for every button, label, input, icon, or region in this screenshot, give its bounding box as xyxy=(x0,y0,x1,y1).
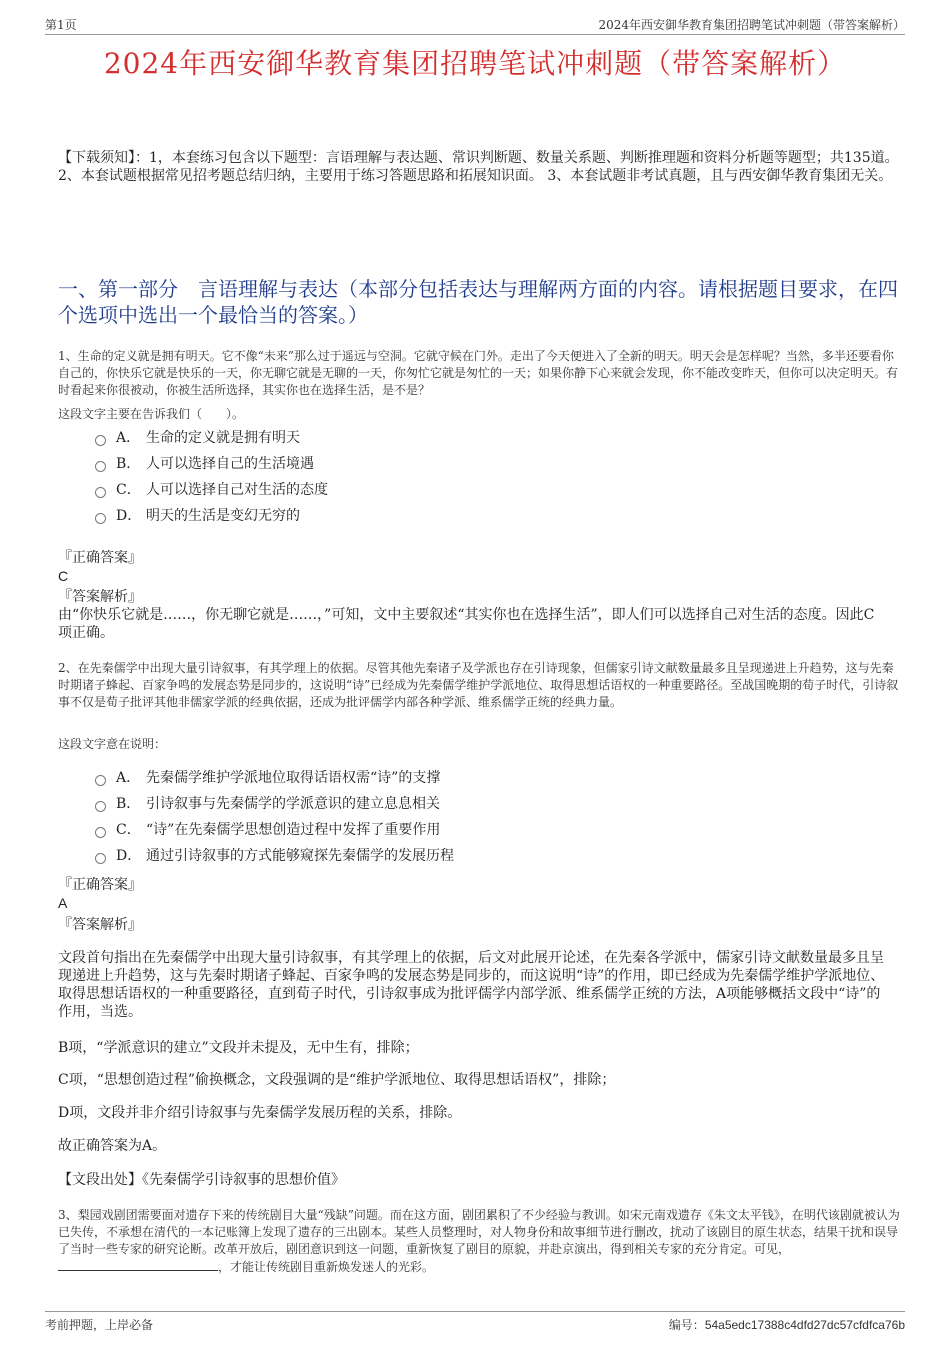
source-citation: 【文段出处】《先秦儒学引诗叙事的思想价值》 xyxy=(58,1172,345,1188)
analysis-paragraph: 故正确答案为A。 xyxy=(58,1138,167,1154)
section-title: 一、第一部分 言语理解与表达（本部分包括表达与理解两方面的内容。请根据题目要求，在四个选项中选出一个最恰当的答案。） xyxy=(58,277,898,327)
option-c[interactable]: C． 人可以选择自己对生活的态度 xyxy=(95,477,795,503)
analysis-paragraph: C项，“思想创造过程”偷换概念，文段强调的是“维护学派地位、取得思想话语权”，排除； xyxy=(58,1072,616,1088)
option-c[interactable]: C． “诗”在先秦儒学思想创造过程中发挥了重要作用 xyxy=(95,817,795,843)
question-3-stem: 3、梨园戏剧团需要面对遗存下来的传统剧目大量“残缺”问题。而在这方面，剧团累积了不少经验与教训。如宋元南戏遗存《朱文太平钱》，在明代该剧就被认为已失传，不承想在清代的一本记账簿上发现了遗存的三出剧本。某些人员整理时，对人物身份和故事细节进行删改，扰动了该剧目的原生状态，结果干扰和误导了当时一些专家的研究论断。改革开放后，剧团意识到这一问题，重新恢复了剧目的原貌，并赴京演出，得到相关专家的充分肯定。可见，，才能让传统剧目重新焕发迷人的光彩。 xyxy=(58,1208,900,1274)
document-title: 2024年西安御华教育集团招聘笔试冲刺题（带答案解析） xyxy=(103,47,847,80)
correct-answer: C xyxy=(58,568,69,584)
question-1-stem: 1、生命的定义就是拥有明天。它不像“未来”那么过于遥远与空洞。它就守候在门外。走出了今天便进入了全新的明天。明天会是怎样呢？当然，多半还要看你自己的，你快乐它就是快乐的一天，你无聊它就是无聊的一天，你匆忙它就是匆忙的一天；如果你静下心来就会发现，你不能改变昨天，但你可以决定明天。有时看起来你很被动，你被生活所选择，其实你也在选择生活，是不是？ xyxy=(58,349,899,397)
fill-blank[interactable] xyxy=(58,1258,218,1271)
analysis-paragraph: B项，“学派意识的建立”文段并未提及，无中生有，排除； xyxy=(58,1040,419,1056)
radio-icon[interactable] xyxy=(95,827,106,838)
option-a[interactable]: A． 先秦儒学维护学派地位取得话语权需“诗”的支撑 xyxy=(95,765,795,791)
question-2-options xyxy=(95,765,795,869)
radio-icon[interactable] xyxy=(95,435,106,446)
option-d[interactable]: D． 明天的生活是变幻无穷的 xyxy=(95,503,795,529)
page-header xyxy=(45,14,905,35)
radio-icon[interactable] xyxy=(95,853,106,864)
page-number: 第1页 xyxy=(45,18,77,32)
option-d[interactable]: D． 通过引诗叙事的方式能够窥探先秦儒学的发展历程 xyxy=(95,843,795,869)
analysis-paragraph: 文段首句指出在先秦儒学中出现大量引诗叙事，有其学理上的依据，后文对此展开论述，在先秦各学派中，儒家引诗文献数量最多且呈现递进上升趋势，这与先秦时期诸子蜂起、百家争鸣的发展态势是同步的，而这说明“诗”的作用，即已经成为先秦儒学维护学派地位、取得思想话语权的一种重要路径，直到荀子时代，引诗叙事成为批评儒学内部学派、维系儒学正统的方法，A项能够概括文段中“诗”的作用，当选。 xyxy=(58,950,885,1020)
radio-icon[interactable] xyxy=(95,461,106,472)
analysis-paragraph: D项，文段并非介绍引诗叙事与先秦儒学发展历程的关系，排除。 xyxy=(58,1105,462,1121)
option-b[interactable]: B． 人可以选择自己的生活境遇 xyxy=(95,451,795,477)
option-b[interactable]: B． 引诗叙事与先秦儒学的学派意识的建立息息相关 xyxy=(95,791,795,817)
question-1-options xyxy=(95,425,795,529)
analysis-label: 『答案解析』 xyxy=(58,589,142,605)
download-notice: 【下载须知】：1，本套练习包含以下题型：言语理解与表达题、常识判断题、数量关系题、判断推理题和资料分析题等题型；共135道。 2、本套试题根据常见招考题总结归纳，主要用于练习答题思路和拓展知识面。 3、本套试题非考试真题，且与西安御华教育集团无关。 xyxy=(58,150,899,184)
answer-label: 『正确答案』 xyxy=(58,877,142,893)
answer-label: 『正确答案』 xyxy=(58,550,142,566)
page-footer xyxy=(45,1311,905,1332)
question-2-stem: 2、在先秦儒学中出现大量引诗叙事，有其学理上的依据。尽管其他先秦诸子及学派也存在引诗现象，但儒家引诗文献数量最多且呈现递进上升趋势，这与先秦时期诸子蜂起、百家争鸣的发展态势是同步的，这说明“诗”已经成为先秦儒学维护学派地位、取得思想话语权的一种重要路径。至战国晚期的荀子时代，引诗叙事不仅是荀子批评其他非儒家学派的经典依据，还成为批评儒学内部各种学派、维系儒学正统的经典力量。 xyxy=(58,661,899,709)
radio-icon[interactable] xyxy=(95,487,106,498)
radio-icon[interactable] xyxy=(95,775,106,786)
running-title: 2024年西安御华教育集团招聘笔试冲刺题（带答案解析） xyxy=(598,18,905,32)
document-code: 编号：54a5edc17388c4dfd27dc57cfdfca76b xyxy=(668,1318,905,1332)
question-2-prompt: 这段文字意在说明： xyxy=(58,737,167,751)
question-1-prompt: 这段文字主要在告诉我们（ ）。 xyxy=(58,407,245,421)
radio-icon[interactable] xyxy=(95,801,106,812)
option-a[interactable]: A． 生命的定义就是拥有明天 xyxy=(95,425,795,451)
footer-slogan: 考前押题，上岸必备 xyxy=(45,1318,154,1332)
analysis-text: 由“你快乐它就是……，你无聊它就是……，”可知，文中主要叙述“其实你也在选择生活”，即人们可以选择自己对生活的态度。因此C项正确。 xyxy=(58,607,875,641)
radio-icon[interactable] xyxy=(95,513,106,524)
analysis-label: 『答案解析』 xyxy=(58,917,142,933)
correct-answer: A xyxy=(58,895,68,911)
